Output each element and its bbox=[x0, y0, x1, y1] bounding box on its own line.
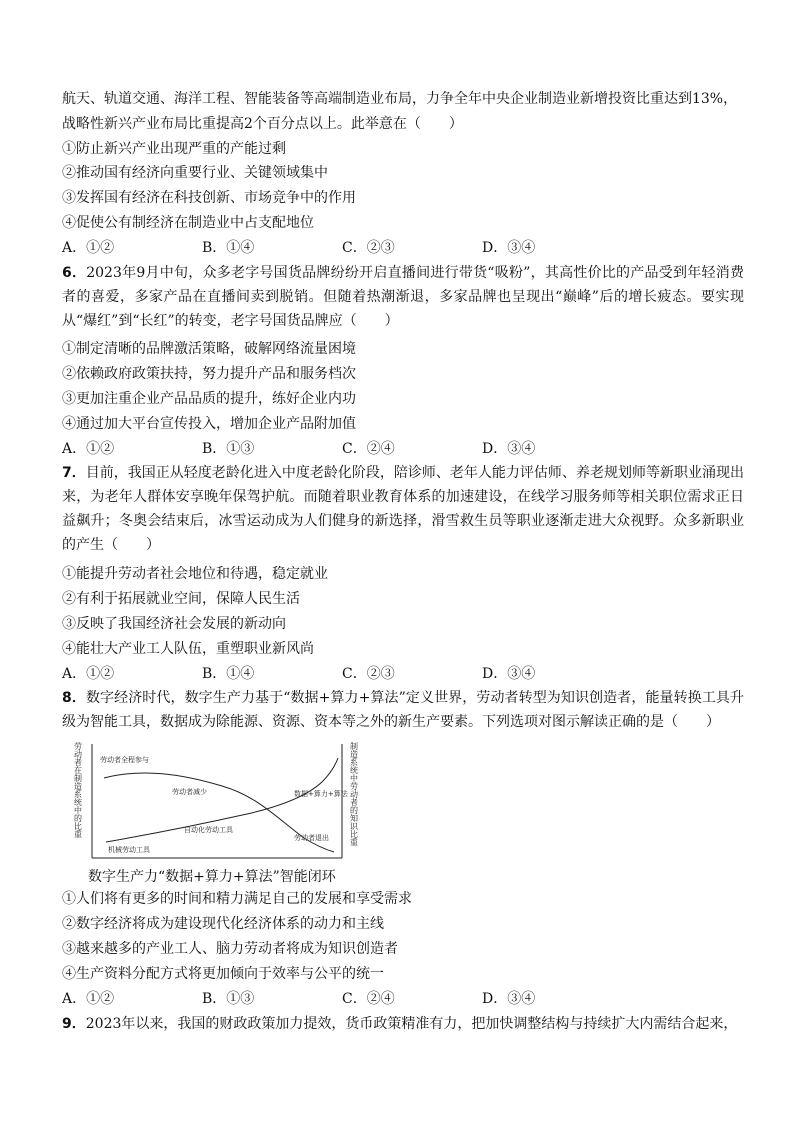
figure-label-automated-tools: 自动化劳动工具 bbox=[184, 826, 233, 834]
q7-item-2: ②有利于拓展就业空间，保障人民生活 bbox=[62, 591, 300, 607]
q7-item-4: ④能壮大产业工人队伍，重塑职业新风尚 bbox=[62, 641, 314, 657]
q5-stem-line-2: 战略性新兴产业布局比重提高2个百分点以上。此举意在（ ） bbox=[62, 116, 463, 132]
figure-right-axis-label: 制造系统中劳动者的知识比重 bbox=[349, 742, 359, 846]
q5-option-b[interactable]: B．①④ bbox=[202, 240, 255, 256]
q8-figure bbox=[72, 738, 362, 866]
q8-stem bbox=[62, 686, 744, 734]
q9-number: 9． bbox=[62, 1016, 86, 1032]
q7-option-d[interactable]: D．③④ bbox=[482, 666, 536, 682]
q7-option-c[interactable]: C．②③ bbox=[342, 666, 395, 682]
q8-option-a[interactable]: A．①② bbox=[62, 991, 115, 1007]
q7-option-a[interactable]: A．①② bbox=[62, 666, 115, 682]
q9-stem bbox=[62, 1013, 742, 1035]
q8-item-3: ③越来越多的产业工人、脑力劳动者将成为知识创造者 bbox=[62, 941, 398, 957]
q5-item-2: ②推动国有经济向重要行业、关键领域集中 bbox=[62, 165, 328, 181]
q8-figure-caption: 数字生产力“数据+算力+算法”智能闭环 bbox=[88, 869, 336, 885]
q5-item-1: ①防止新兴产业出现严重的产能过剩 bbox=[62, 141, 286, 157]
q5-option-a[interactable]: A．①② bbox=[62, 240, 115, 256]
q6-option-b[interactable]: B．①③ bbox=[202, 441, 255, 457]
q6-item-1: ①制定清晰的品牌激活策略，破解网络流量困境 bbox=[62, 341, 356, 357]
q5-item-4: ④促使公有制经济在制造业中占支配地位 bbox=[62, 215, 314, 231]
q8-option-c[interactable]: C．②④ bbox=[342, 991, 395, 1007]
q8-option-b[interactable]: B．①③ bbox=[202, 991, 255, 1007]
q6-stem bbox=[62, 261, 744, 333]
q6-item-2: ②依赖政府政策扶持，努力提升产品和服务档次 bbox=[62, 366, 356, 382]
q5-option-c[interactable]: C．②③ bbox=[342, 240, 395, 256]
q5-stem-line-1: 航天、轨道交通、海洋工程、智能装备等高端制造业布局，力争全年中央企业制造业新增投资比重达到13%， bbox=[62, 91, 738, 107]
q6-number: 6． bbox=[62, 265, 87, 281]
q5-item-3: ③发挥国有经济在科技创新、市场竞争中的作用 bbox=[62, 190, 356, 206]
q6-option-c[interactable]: C．②④ bbox=[342, 441, 395, 457]
figure-label-data-compute-algorithm: 数据+算力+算法 bbox=[294, 790, 348, 798]
q7-number: 7． bbox=[62, 465, 86, 481]
q8-option-d[interactable]: D．③④ bbox=[482, 991, 536, 1007]
q9-stem-text: 2023年以来，我国的财政政策加力提效，货币政策精准有力，把加快调整结构与持续扩大内需结合起来， bbox=[85, 1016, 738, 1032]
figure-label-full-participation: 劳动者全程参与 bbox=[100, 756, 149, 764]
q7-stem bbox=[62, 461, 744, 557]
q6-option-a[interactable]: A．①② bbox=[62, 441, 115, 457]
q6-option-d[interactable]: D．③④ bbox=[482, 441, 536, 457]
q5-option-d[interactable]: D．③④ bbox=[482, 240, 536, 256]
q8-item-2: ②数字经济将成为建设现代化经济体系的动力和主线 bbox=[62, 916, 384, 932]
figure-left-axis-label: 劳动者在制造系统中的比重 bbox=[73, 742, 83, 838]
q7-option-b[interactable]: B．①④ bbox=[202, 666, 255, 682]
figure-label-workers-decrease: 劳动者减少 bbox=[172, 788, 207, 796]
figure-label-workers-exit: 劳动者退出 bbox=[294, 834, 329, 842]
q6-stem-text: 2023年9月中旬，众多老字号国货品牌纷纷开启直播间进行带货“吸粉”，其高性价比的产品受到年轻消费者的喜爱，多家产品在直播间卖到脱销。但随着热潮渐退，多家品牌也呈现出“巅峰”后的增长疲态。要实现从“爆红”到“长红”的转变，老字号国货品牌应（ ） bbox=[62, 265, 744, 329]
q8-item-1: ①人们将有更多的时间和精力满足自己的发展和享受需求 bbox=[62, 891, 412, 907]
q7-stem-text: 目前，我国正从轻度老龄化进入中度老龄化阶段，陪诊师、老年人能力评估师、养老规划师等新职业涌现出来，为老年人群体安享晚年保驾护航。而随着职业教育体系的加速建设，在线学习服务师等相关职位需求正日益飙升；冬奥会结束后，冰雪运动成为人们健身的新选择，滑雪救生员等职业逐渐走进大众视野。众多新职业的产生（ ） bbox=[62, 465, 745, 553]
q7-item-1: ①能提升劳动者社会地位和待遇，稳定就业 bbox=[62, 566, 328, 582]
q7-item-3: ③反映了我国经济社会发展的新动向 bbox=[62, 616, 286, 632]
q6-item-3: ③更加注重企业产品品质的提升，练好企业内功 bbox=[62, 391, 356, 407]
figure-label-mechanical-tools: 机械劳动工具 bbox=[108, 846, 150, 854]
q8-stem-text: 数字经济时代，数字生产力基于“数据+算力+算法”定义世界，劳动者转型为知识创造者，能量转换工具升级为智能工具，数据成为除能源、资源、资本等之外的新生产要素。下列选项对图示解读正确的是（ ） bbox=[62, 690, 744, 730]
q6-item-4: ④通过加大平台宣传投入，增加企业产品附加值 bbox=[62, 416, 356, 432]
q8-item-4: ④生产资料分配方式将更加倾向于效率与公平的统一 bbox=[62, 966, 384, 982]
q8-number: 8． bbox=[62, 690, 86, 706]
